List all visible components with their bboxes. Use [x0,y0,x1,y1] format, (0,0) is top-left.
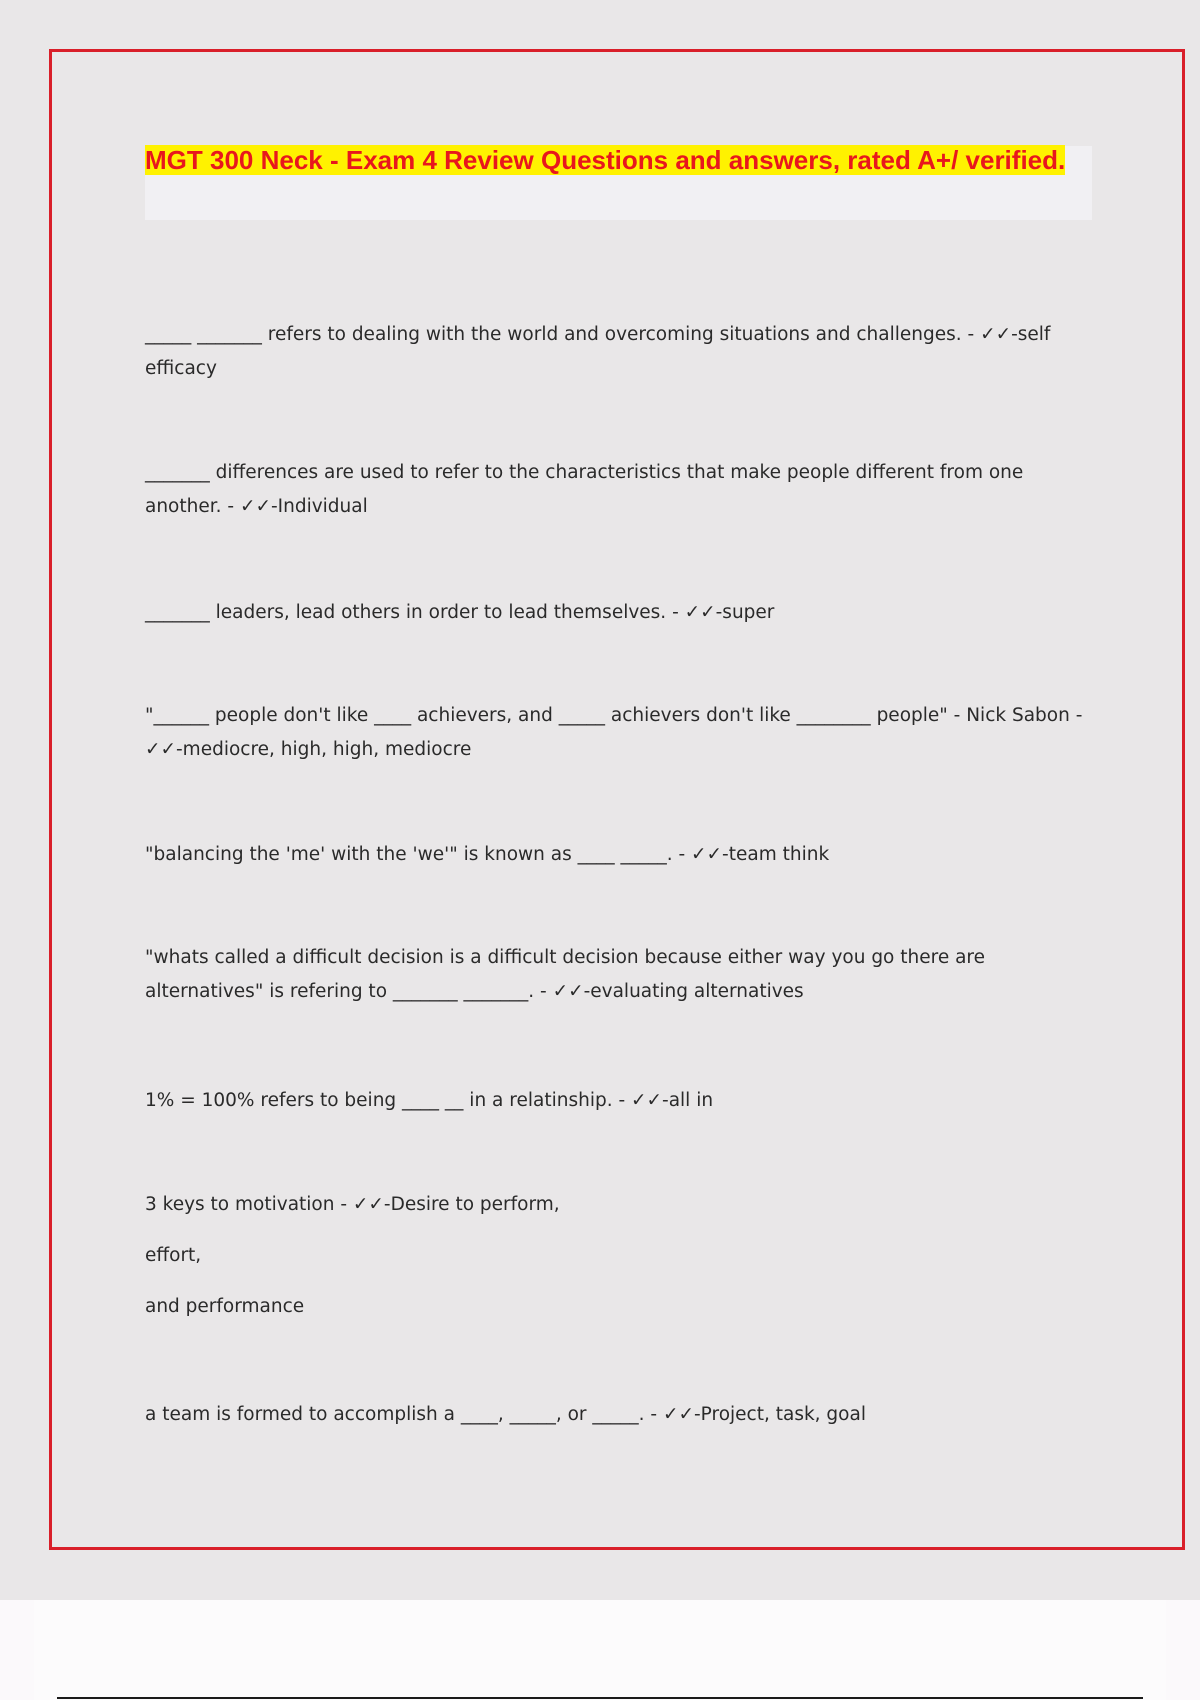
next-page-area [0,1600,1200,1700]
qa-item-9: a team is formed to accomplish a ____, _____, or _____. - ✓✓-Project, task, goal [145,1404,866,1425]
qa-item-5: "balancing the 'me' with the 'we'" is known as ____ _____. - ✓✓-team think [145,844,830,865]
page-divider-line [57,1697,1143,1699]
document-title: MGT 300 Neck - Exam 4 Review Questions and answers, rated A+/ verified. [145,145,1066,175]
qa-item-4: "______ people don't like ____ achievers, and _____ achievers don't like ________ people" - Nick Sabon - ✓✓-mediocre, high, high, mediocre [145,705,1083,760]
qa-item-2: _______ differences are used to refer to the characteristics that make people different from one another. - ✓✓-Individual [145,462,1024,517]
qa-item-3: _______ leaders, lead others in order to lead themselves. - ✓✓-super [145,602,775,623]
qa-item-7: 1% = 100% refers to being ____ __ in a relatinship. - ✓✓-all in [145,1090,714,1111]
page-border [49,49,1185,1550]
next-page-sheet [34,1600,1166,1700]
qa-item-6: "whats called a difficult decision is a difficult decision because either way you go there are alternatives" is refering to _______ _______. - ✓✓-evaluating alternatives [145,947,985,1002]
qa-item-1: _____ _______ refers to dealing with the world and overcoming situations and challenges. - ✓✓-self efficacy [145,324,1051,379]
qa-item-8: 3 keys to motivation - ✓✓-Desire to perform, effort, and performance [145,1194,560,1317]
